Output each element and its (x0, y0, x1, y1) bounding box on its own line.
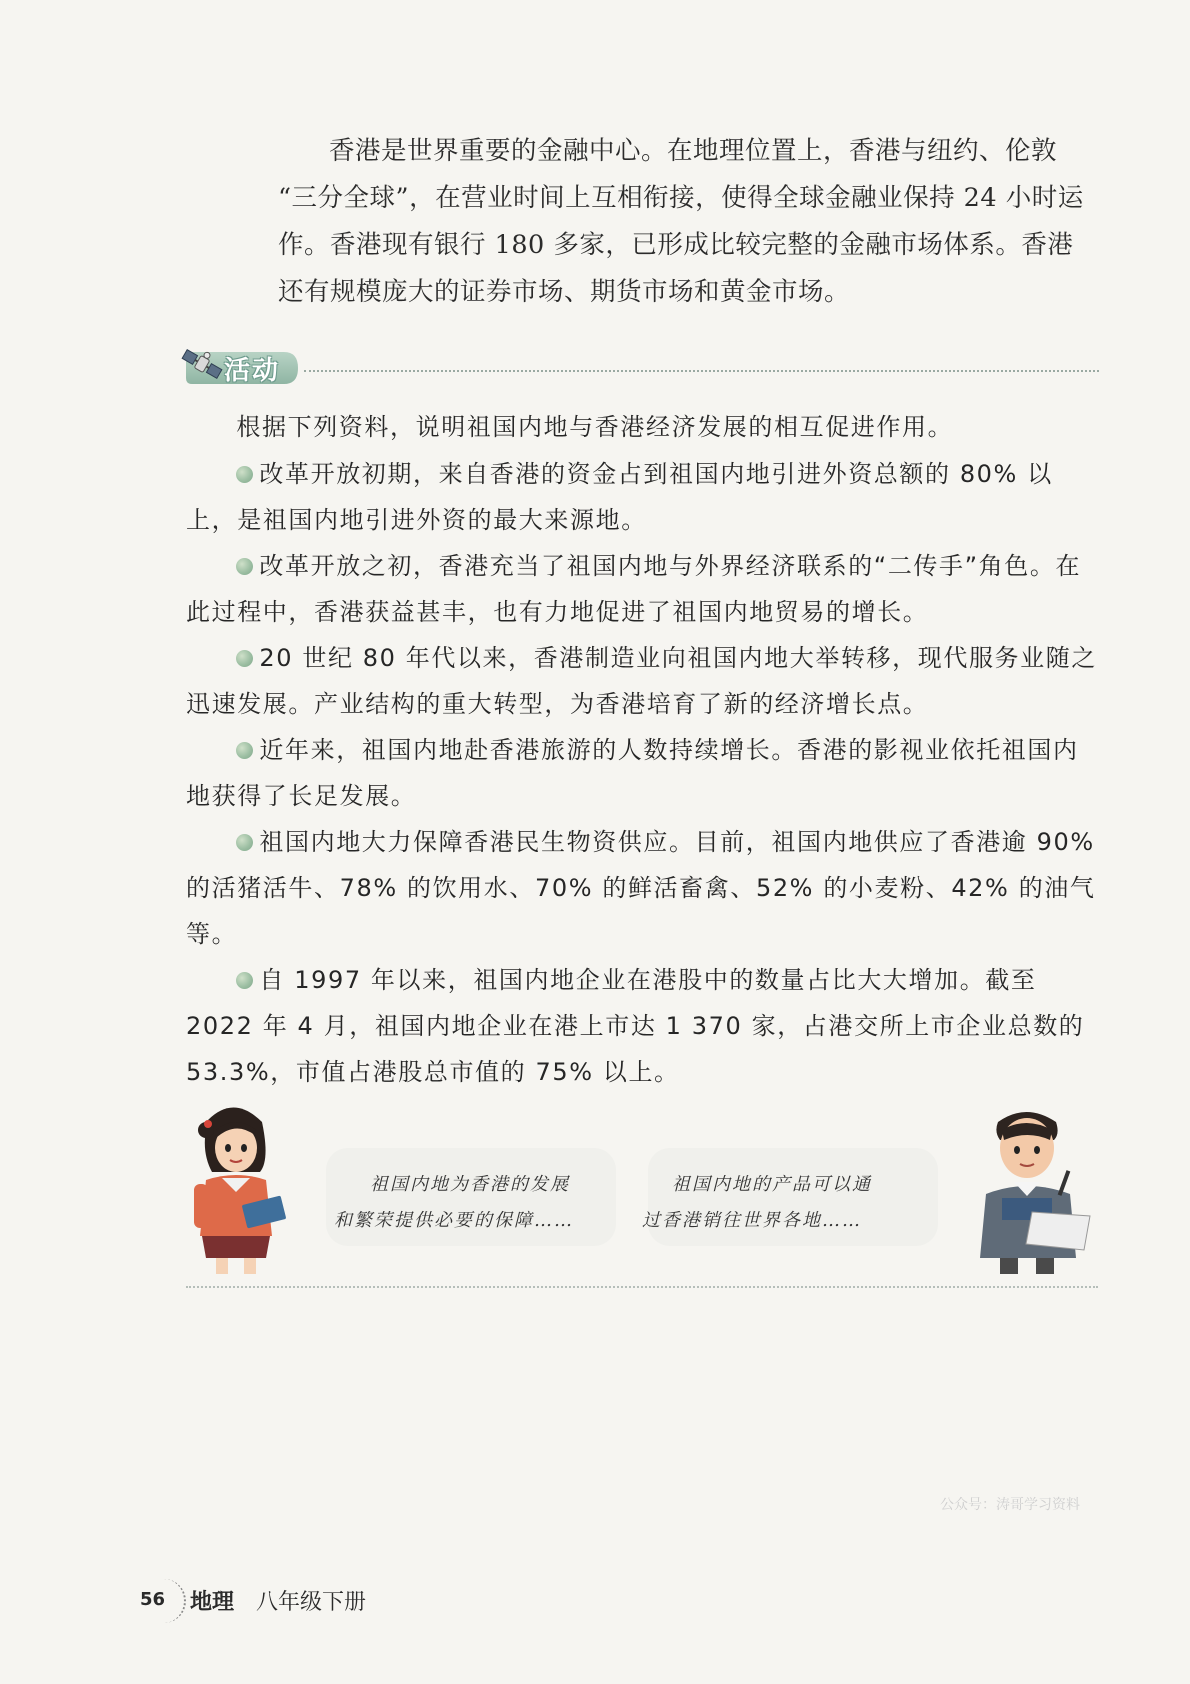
activity-item-3: 20 世纪 80 年代以来，香港制造业向祖国内地大举转移，现代服务业随之迅速发展。产业结构的重大转型，为香港培育了新的经济增长点。 (186, 644, 1097, 718)
activity-instruction: 根据下列资料，说明祖国内地与香港经济发展的相互促进作用。 (236, 413, 954, 441)
activity-item-2: 改革开放之初，香港充当了祖国内地与外界经济联系的“二传手”角色。在此过程中，香港获益甚丰，也有力地促进了祖国内地贸易的增长。 (186, 552, 1082, 626)
boy-speech-line-1: 祖国内地的产品可以通 (672, 1174, 872, 1195)
activity-item-5: 祖国内地大力保障香港民生物资供应。目前，祖国内地供应了香港逾 90% 的活猪活牛、78% 的饮用水、70% 的鲜活畜禽、52% 的小麦粉、42% 的油气等。 (186, 828, 1096, 948)
girl-speech-line-1: 祖国内地为香港的发展 (370, 1174, 570, 1195)
activity-badge (184, 348, 300, 388)
bullet-icon (236, 558, 253, 575)
activity-item-1: 改革开放初期，来自香港的资金占到祖国内地引进外资总额的 80% 以上，是祖国内地引进外资的最大来源地。 (186, 460, 1053, 534)
girl-student-illustration (186, 1100, 286, 1278)
girl-speech-bubble (326, 1148, 616, 1246)
footer-book-title (190, 1585, 366, 1616)
bullet-icon (236, 834, 253, 851)
intro-line-1: 香港是世界重要的金融中心。在地理位置上，香港与纽约、伦敦 (329, 136, 1058, 166)
intro-line-4: 还有规模庞大的证券市场、期货市场和黄金市场。 (278, 277, 851, 307)
activity-item-6: 自 1997 年以来，祖国内地企业在港股中的数量占比大大增加。截至 2022 年 4 月，祖国内地企业在港上市达 1 370 家，占港交所上市企业总数的 53.3%，市值占港股总市值的 75% 以上。 (186, 966, 1085, 1086)
page-number: 56 (140, 1589, 166, 1610)
bullet-icon (236, 742, 253, 759)
boy-speech-bubble (642, 1148, 938, 1246)
activity-bottom-divider (186, 1286, 1098, 1288)
bullet-icon (236, 972, 253, 989)
footer-subject: 地理 (190, 1590, 235, 1615)
activity-divider (304, 370, 1099, 372)
footer-arc-decoration (164, 1579, 186, 1623)
activity-header (184, 348, 1099, 388)
bullet-icon (236, 466, 253, 483)
girl-speech-line-2: 和繁荣提供必要的保障…… (334, 1210, 574, 1231)
satellite-icon (180, 342, 224, 386)
footer-grade: 八年级下册 (256, 1590, 367, 1615)
watermark-text: 公众号：涛哥学习资料 (940, 1497, 1080, 1513)
intro-paragraph (278, 128, 1098, 316)
dialogue-scene (186, 1100, 1098, 1278)
boy-speech-line-2: 过香港销往世界各地…… (642, 1210, 862, 1231)
activity-title: 活动 (224, 356, 281, 386)
boy-student-illustration (966, 1100, 1096, 1278)
activity-content (186, 404, 1098, 1095)
activity-item-4: 近年来，祖国内地赴香港旅游的人数持续增长。香港的影视业依托祖国内地获得了长足发展。 (186, 736, 1079, 810)
intro-line-2: “三分全球”，在营业时间上互相衔接，使得全球金融业保持 24 小时运 (278, 183, 1084, 213)
bullet-icon (236, 650, 253, 667)
intro-line-3: 作。香港现有银行 180 多家，已形成比较完整的金融市场体系。香港 (278, 230, 1074, 260)
